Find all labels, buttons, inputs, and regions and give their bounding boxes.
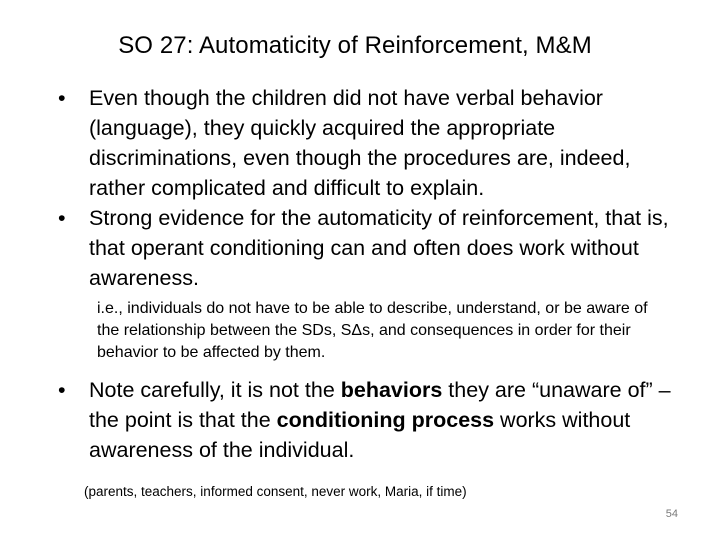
footnote: (parents, teachers, informed consent, never work, Maria, if time) bbox=[84, 484, 467, 499]
bullet-icon: • bbox=[58, 206, 66, 230]
bullet3-part3: works without awareness of the individual. bbox=[89, 408, 631, 462]
bullet-item-1 bbox=[58, 83, 678, 203]
bullet-text-2: Strong evidence for the automaticity of reinforcement, that is, that operant conditioning can and often does work without awareness. bbox=[89, 206, 669, 290]
bullet3-part2: they are “unaware of” – the point is that the bbox=[89, 378, 671, 432]
bullet-icon: • bbox=[58, 378, 66, 402]
bullet-text-1: Even though the children did not have verbal behavior (language), they quickly acquired the appropriate discriminations, even though the procedures are, indeed, rather complicated and difficult to explain. bbox=[89, 86, 631, 200]
bullet-text-3 bbox=[89, 375, 678, 465]
slide-title: SO 27: Automaticity of Reinforcement, M&M bbox=[118, 32, 592, 59]
bullet3-part1: Note carefully, it is not the bbox=[89, 378, 341, 402]
page-number: 54 bbox=[665, 508, 678, 520]
bullet-item-3 bbox=[58, 375, 678, 465]
bullet3-bold-behaviors: behaviors bbox=[340, 378, 443, 402]
bullet3-bold-conditioning: conditioning process bbox=[276, 408, 495, 432]
bullet-icon: • bbox=[58, 86, 66, 110]
bullet-item-2 bbox=[58, 203, 678, 293]
sub-note: i.e., individuals do not have to be able to describe, understand, or be aware of the relationship between the SDs, SΔs, and consequences in order for their behavior to be affected by them. bbox=[97, 300, 648, 361]
